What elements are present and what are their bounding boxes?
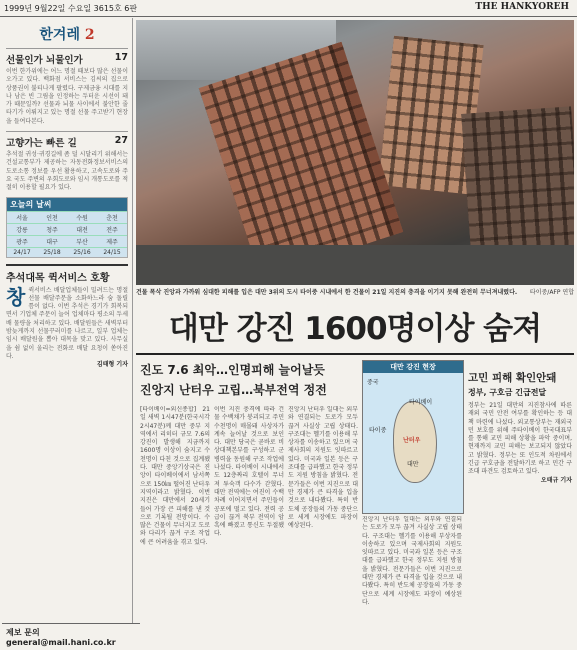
weather-box — [6, 197, 128, 258]
earthquake-photo — [136, 20, 574, 285]
photo-credit: 타이중/AFP 연합 — [529, 289, 574, 296]
page-ref: 27 — [114, 135, 128, 147]
weather-cell: 24/17 — [7, 247, 37, 257]
weather-cell: 부산 — [67, 235, 97, 247]
contact-footer: 제보 문의 general@mail.hani.co.kr — [2, 623, 140, 650]
subhead-1: 진도 7.6 최악…인명피해 늘어날듯 — [140, 363, 325, 377]
weather-cell: 25/18 — [37, 247, 67, 257]
weather-cell: 25/16 — [67, 247, 97, 257]
photo-caption: 건물 폭삭 진앙과 가까워 심대한 피해를 입은 대만 3위의 도시 타이중 시내에서 한 건물이 21일 지진의 충격을 이기지 못해 완전히 무너져내렸다. 타이중/AFP 연합 — [136, 289, 574, 296]
weather-cell: 24/15 — [97, 247, 127, 257]
article-col-1: [타이베이=외신종합] 21일 새벽 1시47분(한국시각 2시47분)께 대만 중부 지역에서 리히터 규모 7.6의 강진이 발생해 지금까지 1600명 이상이 숨지고 수천명이 다친 것으로 집계됐다. 대만 중앙기상국은 진앙이 타이베이에서 남서쪽으로 150㎞ 떨어진 난터우 지역이라고 밝혔다. 이번 지진은 대만에서 20세기 들어 가장 큰 피해를 낸 것으로 기록될 전망이다. 수많은 건물이 무너지고 도로와 다리가 끊겨 구조 작업에 큰 어려움을 겪고 있다. — [140, 406, 210, 546]
services-title[interactable]: 추석대목 퀵서비스 호황 — [6, 272, 110, 284]
weather-grid — [7, 211, 127, 257]
services-text: 퀵서비스 배달업체들이 밀려드는 명절 선물 배달주문을 소화하느라 숨 돌릴 틈이 없다. 이번 추석은 경기가 회복되면서 기업체 주문이 늘어 업체마다 평소의 두세 배 물량을 처리하고 있다. 배달원들은 새벽부터 밤늦게까지 선물꾸러미를 나르고, 일부 업체는 임시 배달원을 뽑아 대목을 맞고 있다. 사무실을 쉼 없이 울리는 전화로 배달 요청이 쏟아진다. — [6, 286, 128, 360]
article-col-2: 이번 지진 충격에 따라 건물 수백채가 붕괴되고 주민 수천명이 매몰돼 사상자가 계속 늘어날 것으로 보인다. 대만 당국은 곧바로 비상대책본부를 구성하고 군 병력을 동원해 구조 작업에 나섰다. 타이베이 시내에서도 12층짜리 호텔이 무너져 투숙객 다수가 갇혔다. 대만 전역에는 여진이 수백차례 이어지면서 주민들이 공포에 떨고 있다. 전력 공급이 끊겨 북부 전역이 암흑에 빠졌고 통신도 두절됐다. — [214, 406, 284, 538]
weather-cell: 대전 — [67, 223, 97, 235]
weather-cell: 전주 — [97, 223, 127, 235]
main-headline[interactable]: 대만 강진 1600명이상 숨져 — [136, 305, 574, 355]
issue-date: 1999년 9월22일 수요일 3615호 6판 — [4, 4, 138, 13]
page-ref: 17 — [114, 52, 128, 63]
weather-cell: 서울 — [7, 211, 37, 223]
feature-box-gifts — [6, 48, 128, 126]
map-label: 난터우 — [403, 437, 421, 444]
sidebar — [2, 18, 133, 650]
feature-text: 이번 한가위에는 어느 명절 때보다 많은 선물이 오가고 있다. 백화점 서비스는 김씨의 집으로 상품권이 불티나게 팔렸다. 구제금융 시대를 지나 남은 빈 그림을 인정하는 두터운 시선이 돼가 때문일까? 선물과 뇌물 사이에서 불안한 줄타기가 이뤄지고 있는 명절 선물 주고받기 현장을 들여다본다. — [6, 68, 128, 125]
map-label: 중국 — [367, 379, 379, 386]
subhead-2: 진앙지 난터우 고립…북부전역 정전 — [140, 383, 327, 397]
services-article — [6, 264, 128, 370]
right-reporter: 오태규 기자 — [540, 476, 572, 484]
map-label: 대만 — [407, 461, 419, 468]
taiwan-map — [362, 360, 464, 514]
section-logo: 한겨레 2 — [39, 27, 95, 43]
weather-cell: 제주 — [97, 235, 127, 247]
subheads — [140, 360, 360, 400]
drop-cap: 창 — [6, 284, 26, 309]
feature-title[interactable]: 선물인가 뇌물인가 — [6, 55, 83, 66]
weather-cell: 수원 — [67, 211, 97, 223]
feature-box-roads — [6, 131, 128, 192]
weather-cell: 광주 — [7, 235, 37, 247]
reporter: 김태형 기자 — [96, 361, 128, 369]
weather-cell: 인천 — [37, 211, 67, 223]
sidebar-article-right — [468, 370, 572, 485]
map-label: 타이중 — [369, 427, 387, 434]
weather-cell: 청주 — [37, 223, 67, 235]
feature-title[interactable]: 고향가는 빠른 길 — [6, 138, 77, 150]
masthead — [0, 0, 577, 17]
weather-title: 오늘의 날씨 — [7, 198, 127, 211]
map-title: 대만 강진 현장 — [363, 361, 463, 373]
weather-cell: 강릉 — [7, 223, 37, 235]
weather-cell: 대구 — [37, 235, 67, 247]
weather-cell: 춘천 — [97, 211, 127, 223]
brand-name: THE HANKYOREH — [475, 2, 569, 12]
feature-text: 추석절 귀성·귀경길에 좀 덜 시달리기 위해서는 건설교통부가 제공하는 자동전화정보서비스의 도로소통 정보를 우선 활용하고, 고속도로와 주요 국도 주변의 우회도로와 임시 개통도로를 적절히 이용할 필요가 있다. — [6, 151, 128, 192]
right-subhead: 정부, 구호금 긴급전달 — [468, 388, 547, 397]
right-text: 정부는 21일 대만의 지진참사에 따른 재외 국민 안전 여부를 확인하는 등 대책 마련에 나섰다. 외교통상부는 재외국민 보호를 위해 주타이베이 한국대표부를 통해 교민 피해 상황을 파악 중이며, 현재까지 교민 피해는 보고되지 않았다고 밝혔다. 정부는 또 인도적 차원에서 긴급 구호금을 전달하기로 하고 민간 구조대 파견도 검토하고 있다. — [468, 402, 572, 476]
article-col-3: 진앙지 난터우 일대는 외부와 연결되는 도로가 모두 끊겨 사실상 고립 상태다. 구조대는 헬기를 이용해 부상자를 이송하고 있으며 국제사회의 지원도 잇따르고 있다. 미국과 일본 등은 구조대를 급파했고 한국 정부도 지원 방침을 밝혔다. 전문가들은 이번 지진으로 대만 경제가 큰 타격을 입을 것으로 내다봤다. 특히 반도체 공장들의 가동 중단으로 세계 시장에도 파장이 예상된다. — [288, 406, 358, 530]
right-head[interactable]: 고민 피해 확인안돼 — [468, 372, 557, 384]
map-label: 타이베이 — [409, 399, 433, 406]
article-col-4: 진앙지 난터우 일대는 외부와 연결되는 도로가 모두 끊겨 사실상 고립 상태다. 구조대는 헬기를 이용해 부상자를 이송하고 있으며 국제사회의 지원도 잇따르고 있다. 미국과 일본 등은 구조대를 급파했고 한국 정부도 지원 방침을 밝혔다. 전문가들은 이번 지진으로 대만 경제가 큰 타격을 입을 것으로 내다봤다. 특히 반도체 공장들의 가동 중단으로 세계 시장에도 파장이 예상된다. — [362, 516, 462, 606]
